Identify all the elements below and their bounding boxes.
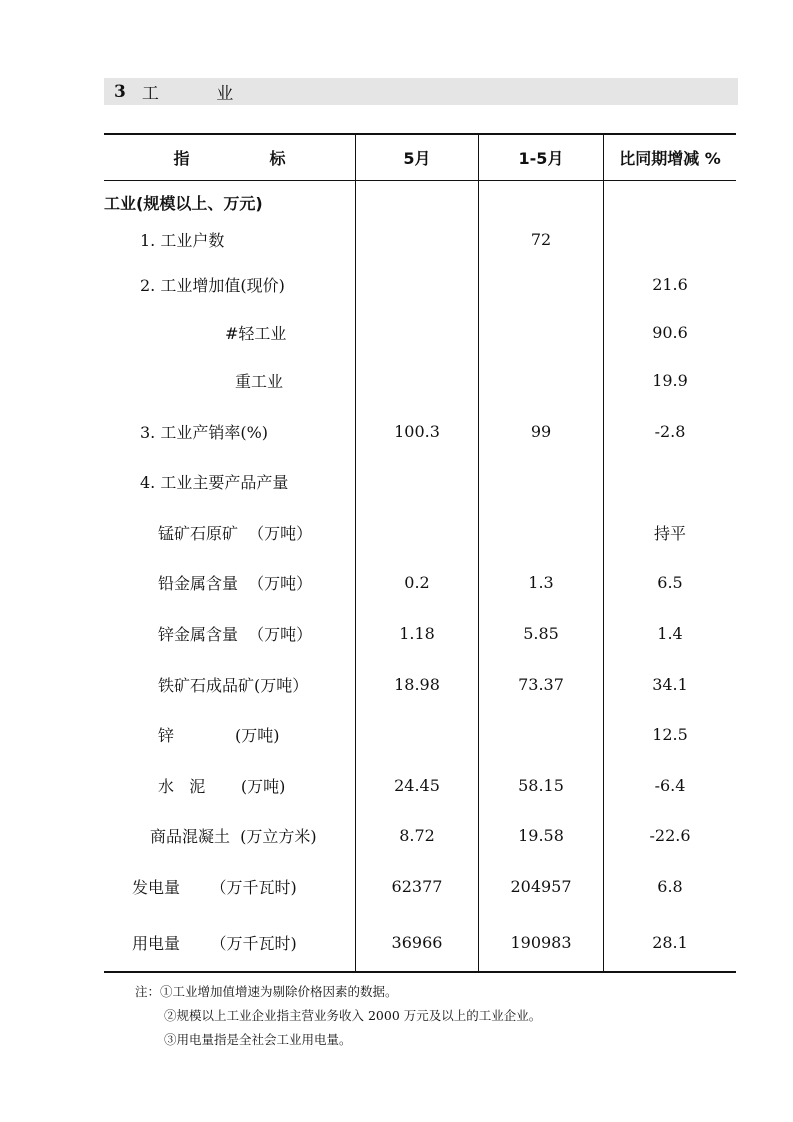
row-label: 用电量 （万千瓦时) [132, 933, 297, 953]
table-row [104, 666, 736, 702]
cell-yoy: 6.8 [657, 876, 683, 896]
row-label: 水 泥 (万吨) [158, 776, 286, 796]
cell-may: 1.18 [399, 623, 435, 643]
cell-jan-may [479, 266, 603, 302]
table-row [104, 564, 736, 600]
cell-jan-may: 99 [530, 421, 552, 441]
cell-may: 0.2 [404, 572, 430, 592]
table-row [104, 868, 736, 904]
cell-may: 24.45 [394, 775, 440, 795]
cell-jan-may: 1.3 [528, 572, 554, 592]
cell-jan-may: 73.37 [518, 674, 564, 694]
row-label: #轻工业 [225, 323, 287, 343]
cell-jan-may [479, 314, 603, 350]
row-label: 商品混凝土 (万立方米) [150, 826, 317, 846]
cell-yoy: 34.1 [652, 674, 688, 694]
cell-yoy: 19.9 [652, 370, 688, 390]
cell-may [356, 314, 478, 350]
header-yoy: 比同期增减 % [619, 148, 721, 168]
row-label: 铅金属含量 （万吨） [158, 573, 313, 593]
table-row [104, 615, 736, 651]
section-number: 3 [114, 81, 126, 102]
cell-yoy [604, 221, 736, 257]
table-row [104, 221, 736, 257]
cell-may: 18.98 [394, 674, 440, 694]
row-label: 1. 工业户数 [140, 230, 225, 250]
cell-may: 62377 [391, 876, 443, 896]
cell-may [356, 221, 478, 257]
cell-yoy: 12.5 [652, 724, 688, 744]
section-header [104, 78, 738, 105]
cell-may [356, 362, 478, 398]
row-label: 重工业 [235, 371, 284, 391]
table-row [104, 817, 736, 853]
cell-may: 8.72 [399, 825, 435, 845]
footnotes [135, 980, 541, 1052]
cell-jan-may: 5.85 [523, 623, 559, 643]
header-may: 5月 [403, 148, 431, 168]
cell-may [356, 514, 478, 550]
cell-jan-may [479, 362, 603, 398]
header-indicator: 指 标 [173, 148, 286, 168]
row-label: 工业(规模以上、万元) [104, 193, 263, 213]
row-label: 3. 工业产销率(%) [140, 422, 269, 442]
table-row [104, 463, 736, 499]
section-title: 工 业 [141, 84, 260, 104]
table-row [104, 767, 736, 803]
cell-yoy: -6.4 [654, 775, 686, 795]
cell-yoy: -2.8 [654, 421, 686, 441]
cell-jan-may: 204957 [510, 876, 572, 896]
row-label: 锰矿石原矿 （万吨） [158, 523, 313, 543]
table-row [104, 924, 736, 960]
cell-jan-may: 58.15 [518, 775, 564, 795]
table-row [104, 514, 736, 550]
cell-may: 36966 [391, 932, 443, 952]
table-row [104, 314, 736, 350]
table-row [104, 266, 736, 302]
header-jan-may: 1-5月 [518, 148, 564, 168]
table-row [104, 185, 736, 219]
cell-may: 100.3 [394, 421, 440, 441]
cell-jan-may: 72 [530, 229, 552, 249]
cell-jan-may: 190983 [510, 932, 572, 952]
table-bottom-rule [104, 971, 736, 973]
cell-may [356, 716, 478, 752]
cell-yoy: 1.4 [657, 623, 683, 643]
footnote: ③用电量指是全社会工业用电量。 [164, 1032, 352, 1047]
row-label: 发电量 （万千瓦时) [132, 877, 297, 897]
row-label: 锌金属含量 （万吨） [158, 624, 313, 644]
cell-yoy: 持平 [653, 523, 686, 543]
cell-jan-may [479, 514, 603, 550]
cell-yoy: 90.6 [652, 322, 688, 342]
row-label: 锌 (万吨) [158, 725, 280, 745]
cell-yoy: -22.6 [649, 825, 691, 845]
table-row [104, 362, 736, 398]
cell-jan-may: 19.58 [518, 825, 564, 845]
cell-yoy: 6.5 [657, 572, 683, 592]
table-row [104, 413, 736, 449]
table-row [104, 716, 736, 752]
row-label: 2. 工业增加值(现价) [140, 275, 285, 295]
row-label: 4. 工业主要产品产量 [140, 472, 289, 492]
cell-yoy: 21.6 [652, 274, 688, 294]
footnote: 注：①工业增加值增速为剔除价格因素的数据。 [135, 984, 398, 999]
cell-jan-may [479, 716, 603, 752]
footnote: ②规模以上工业企业指主营业务收入 2000 万元及以上的工业企业。 [164, 1008, 542, 1023]
row-label: 铁矿石成品矿(万吨） [158, 675, 309, 695]
cell-may [356, 266, 478, 302]
cell-yoy: 28.1 [652, 932, 688, 952]
